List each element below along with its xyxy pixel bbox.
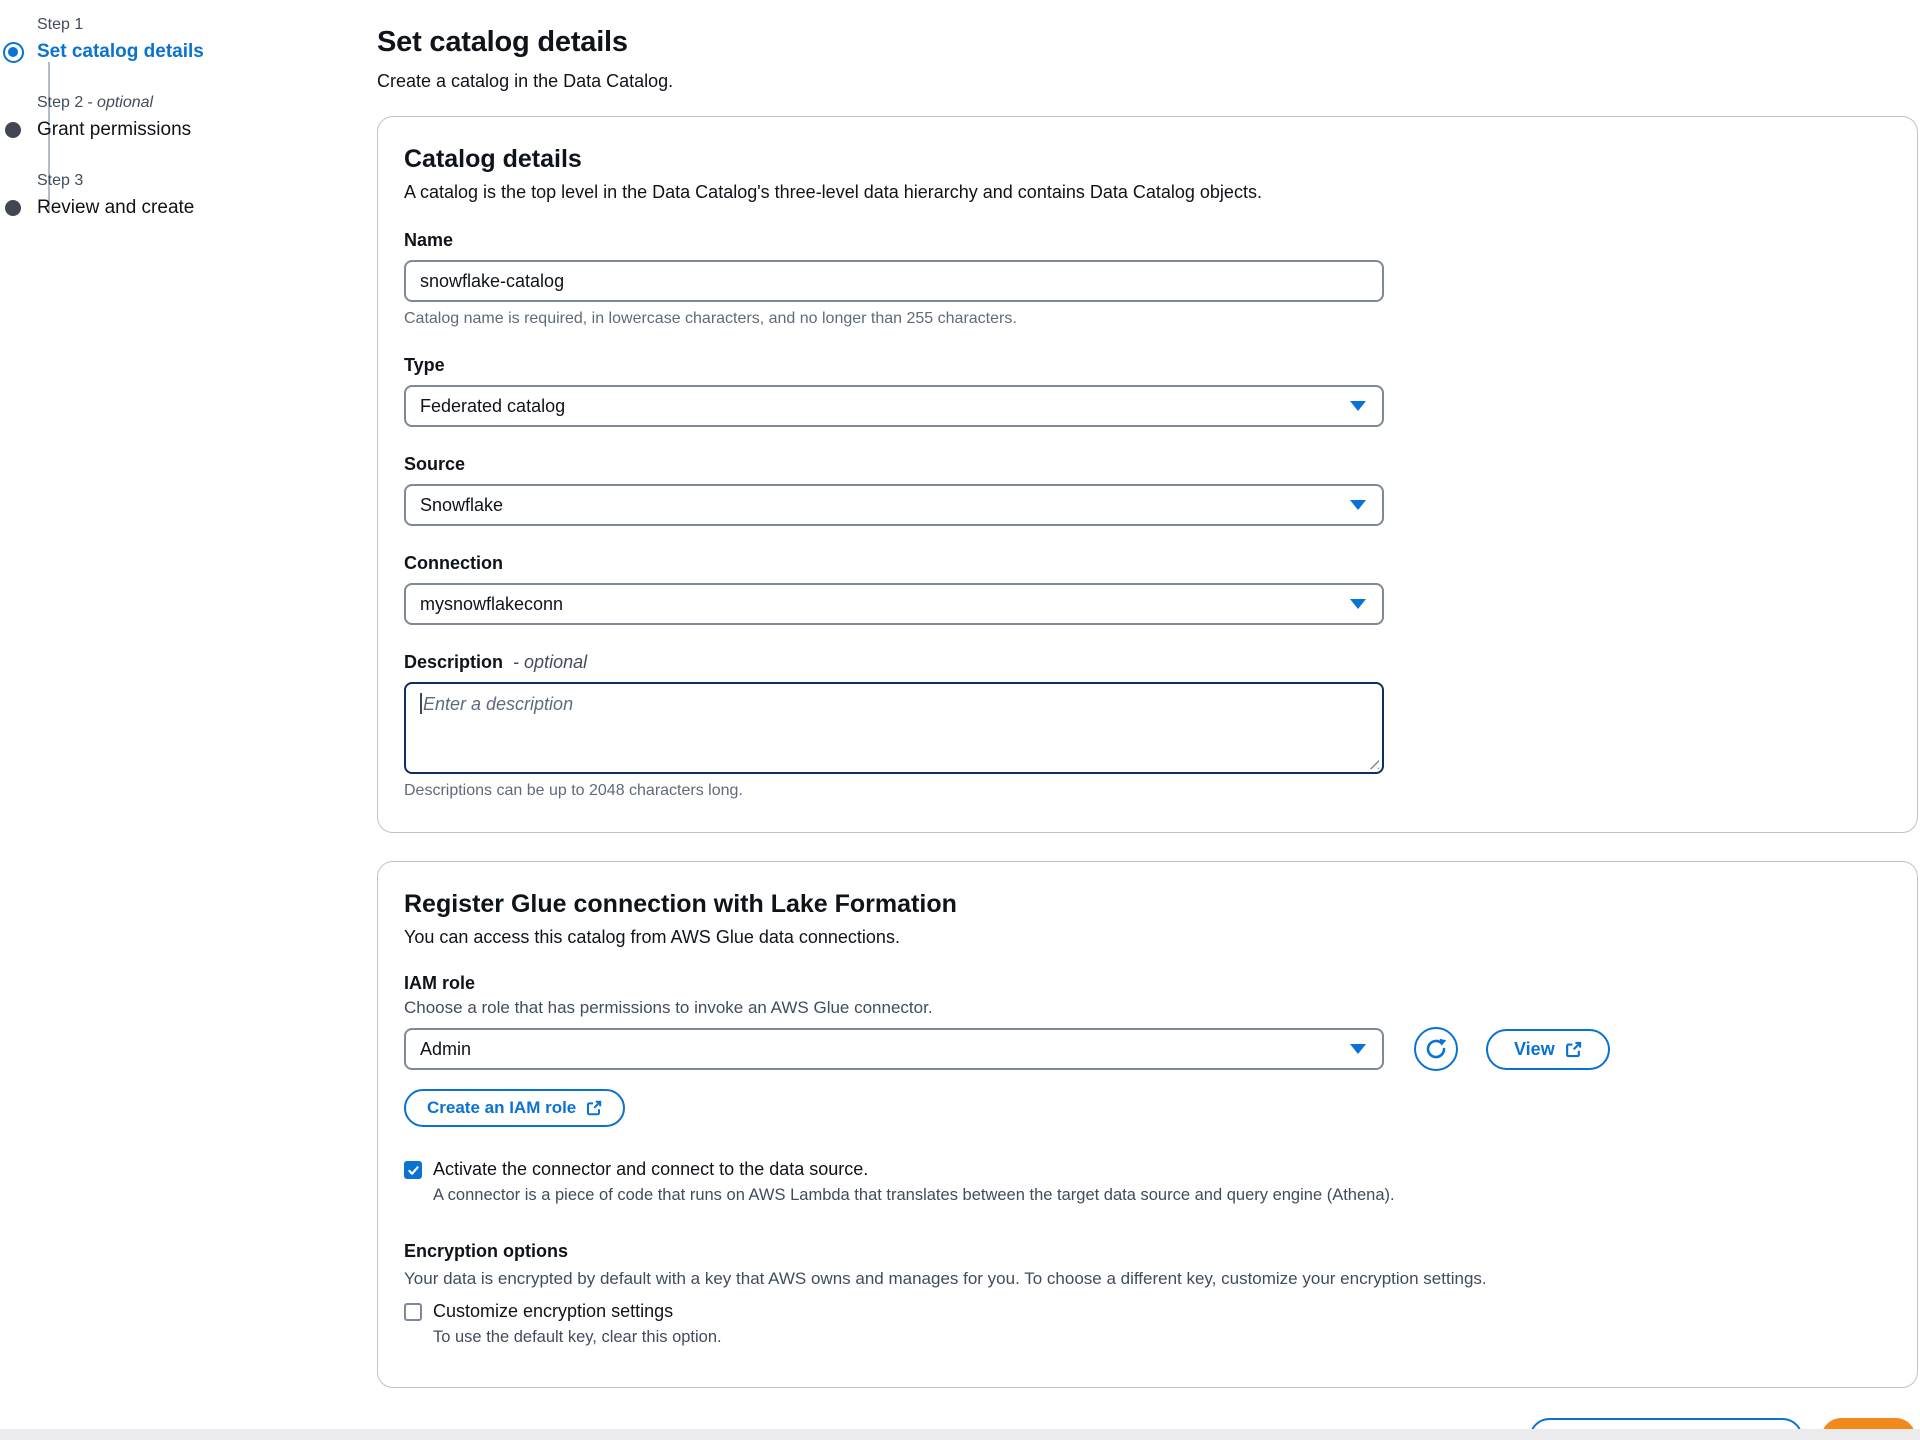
step-2-label: Step 2 - optional [37,94,154,111]
stepper-step-1 [37,16,377,63]
step-3-link[interactable]: Review and create [37,197,195,218]
name-label: Name [404,230,454,250]
create-iam-role-button[interactable]: Create an IAM role [404,1089,625,1127]
stepper-step-3 [37,172,377,219]
catalog-details-description: A catalog is the top level in the Data Catalog's three-level data hierarchy and contains Data Catalog objects. [404,182,1262,202]
description-placeholder: Enter a description [423,694,574,714]
description-helper-text: Descriptions can be up to 2048 characters long. [404,782,743,799]
description-label: Description - optional [404,652,588,672]
resize-handle-icon[interactable] [1367,757,1379,769]
dropdown-caret-icon [1350,1044,1366,1054]
step-1-link[interactable]: Set catalog details [37,41,204,62]
activate-connector-label[interactable]: Activate the connector and connect to the data source. [433,1159,869,1179]
text-cursor [420,693,422,714]
name-field-group [404,230,1889,328]
checkbox-check-icon [407,1165,420,1176]
dropdown-caret-icon [1350,500,1366,510]
encryption-options-heading: Encryption options [404,1241,568,1261]
active-step-radio-icon [1,40,25,64]
refresh-roles-button[interactable] [1414,1027,1458,1071]
step-1-label: Step 1 [37,16,84,33]
register-glue-card [377,861,1918,1388]
activate-connector-checkbox[interactable] [404,1161,422,1179]
external-link-icon [1565,1041,1582,1058]
type-select[interactable] [404,385,1384,427]
iam-role-field-group [404,973,1889,1127]
source-select[interactable] [404,484,1384,526]
type-select-value: Federated catalog [420,395,566,416]
customize-encryption-label[interactable]: Customize encryption settings [433,1301,674,1321]
refresh-icon [1424,1037,1448,1061]
register-glue-heading: Register Glue connection with Lake Formation [404,890,957,918]
type-label: Type [404,355,445,375]
iam-role-select-value: Admin [420,1038,472,1059]
iam-role-label: IAM role [404,973,476,993]
source-field-group [404,454,1889,526]
dropdown-caret-icon [1350,599,1366,609]
connection-field-group [404,553,1889,625]
inactive-step-dot-icon [1,196,25,220]
step-2-link[interactable]: Grant permissions [37,119,192,140]
iam-role-description: Choose a role that has permissions to invoke an AWS Glue connector. [404,998,933,1017]
source-label: Source [404,454,466,474]
name-helper-text: Catalog name is required, in lowercase characters, and no longer than 255 characters. [404,310,1017,327]
page-title: Set catalog details [377,26,628,58]
bottom-edge-strip [0,1429,1920,1440]
description-textarea[interactable] [404,682,1384,774]
connection-label: Connection [404,553,503,573]
page-subtitle: Create a catalog in the Data Catalog. [377,71,674,91]
connection-select[interactable] [404,583,1384,625]
customize-encryption-checkbox[interactable] [404,1303,422,1321]
customize-encryption-description: To use the default key, clear this option. [433,1328,722,1346]
register-glue-description: You can access this catalog from AWS Glue data connections. [404,927,900,947]
external-link-icon [586,1100,602,1116]
catalog-details-card [377,116,1918,833]
view-role-button[interactable]: View [1486,1029,1610,1070]
wizard-stepper [0,0,377,1440]
description-field-group [404,652,1889,800]
activate-connector-group [404,1159,1889,1205]
source-select-value: Snowflake [420,494,504,515]
stepper-step-2 [37,94,377,141]
iam-role-select[interactable] [404,1028,1384,1070]
encryption-options-description: Your data is encrypted by default with a key that AWS owns and manages for you. To choose a different key, customize your encryption settings. [404,1269,1487,1288]
step-3-label: Step 3 [37,172,84,189]
dropdown-caret-icon [1350,401,1366,411]
connection-select-value: mysnowflakeconn [420,593,564,614]
catalog-name-input[interactable] [404,260,1384,302]
type-field-group [404,355,1889,427]
inactive-step-dot-icon [1,118,25,142]
main-content [377,0,1920,1440]
activate-connector-description: A connector is a piece of code that runs on AWS Lambda that translates between the target data source and query engine (Athena). [433,1186,1395,1204]
catalog-details-heading: Catalog details [404,145,582,173]
customize-encryption-group [404,1301,1889,1347]
